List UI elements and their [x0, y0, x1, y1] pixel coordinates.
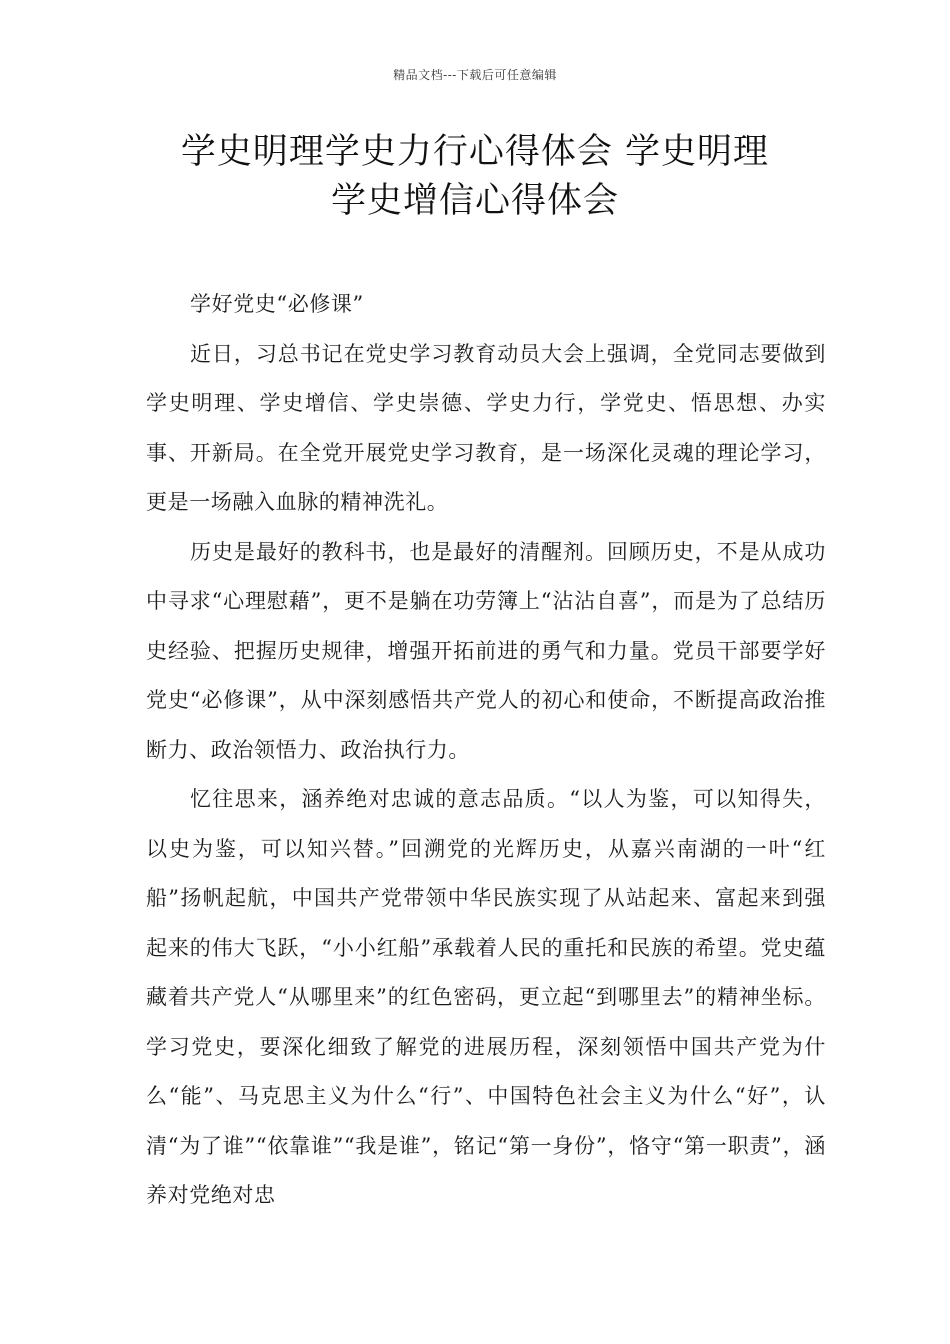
- document-title-line-1: 学史明理学史力行心得体会 学史明理: [180, 132, 770, 172]
- document-title-line-2: 学史增信心得体会: [330, 181, 619, 221]
- paragraph: 近日，习总书记在党史学习教育动员大会上强调，全党同志要做到学史明理、学史增信、学史崇德、学史力行，学党史、悟思想、办实事、开新局。在全党开展党史学习教育，是一场深化灵魂的理论学习，更是一场融入血脉的精神洗礼。: [146, 341, 826, 514]
- document-body: [146, 280, 826, 1221]
- paragraph: 历史是最好的教科书，也是最好的清醒剂。回顾历史，不是从成功中寻求“心理慰藉”，更不是躺在功劳簿上“沾沾自喜”，而是为了总结历史经验、把握历史规律，增强开拓前进的勇气和力量。党员干部要学好党史“必修课”，从中深刻感悟共产党人的初心和使命，不断提高政治推断力、政治领悟力、政治执行力。: [146, 539, 826, 762]
- document-title: [120, 128, 830, 226]
- paragraph-subheading: 学好党史“必修课”: [190, 292, 364, 316]
- header-note: 精品文档---下载后可任意编辑: [393, 68, 557, 82]
- paragraph: 忆往思来，涵养绝对忠诚的意志品质。“以人为鉴，可以知得失，以史为鉴，可以知兴替。”回溯党的光辉历史，从嘉兴南湖的一叶“红船”扬帆起航，中国共产党带领中华民族实现了从站起来、富起来到强起来的伟大飞跃，“小小红船”承载着人民的重托和民族的希望。党史蕴藏着共产党人“从哪里来”的红色密码，更立起“到哪里去”的精神坐标。学习党史，要深化细致了解党的进展历程，深刻领悟中国共产党为什么“能”、马克思主义为什么“行”、中国特色社会主义为什么“好”，认清“为了谁”“依靠谁”“我是谁”，铭记“第一身份”，恪守“第一职责”，涵养对党绝对忠: [146, 787, 826, 1207]
